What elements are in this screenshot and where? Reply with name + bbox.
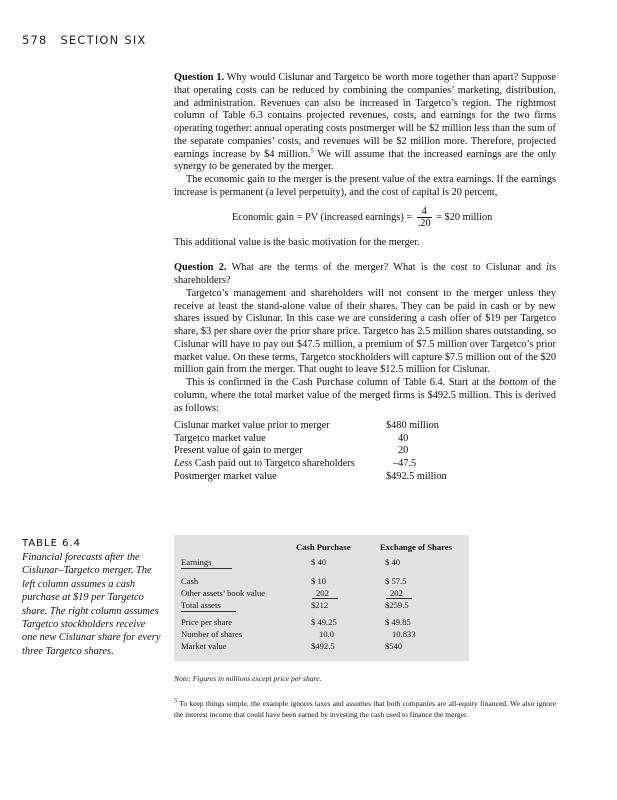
question-2-paragraph: [174, 262, 556, 288]
question-1-label: Question 1.: [174, 72, 225, 83]
total-assets-underline: [181, 611, 236, 612]
derivation-value: $480 million: [386, 420, 439, 432]
subtotal-rule-cash: [312, 598, 338, 599]
col-header-cash-purchase: Cash Purchase: [296, 542, 351, 552]
confirmation-emphasis: bottom: [499, 377, 528, 388]
confirmation-text-b: of the column, where the total market value of the merged firms is $492.5 million. This is derived as follows:: [174, 377, 556, 414]
cell-other-assets-cash: 202: [316, 588, 329, 598]
cell-earnings-exchange: $ 40: [385, 557, 401, 567]
economic-gain-equation: [232, 206, 556, 229]
cell-cash-exchange: $ 57.5: [385, 576, 407, 586]
equation-rhs: = $20 million: [436, 211, 493, 223]
cell-market-value-exchange: $540: [385, 641, 403, 651]
page-header: [22, 33, 147, 47]
derivation-label: Present value of gain to merger: [174, 445, 303, 457]
confirmation-paragraph: [174, 377, 556, 415]
section-title: SECTION SIX: [60, 33, 147, 47]
row-label-number-of-shares: Number of shares: [181, 629, 243, 639]
cell-shares-exchange: 10.833: [392, 629, 416, 639]
cell-price-exchange: $ 49.85: [385, 617, 411, 627]
row-label-earnings: Earnings: [181, 557, 212, 567]
cell-total-assets-cash: $212: [311, 600, 329, 610]
cell-earnings-cash: $ 40: [311, 557, 327, 567]
derivation-label-text: Cash paid out to Targetco shareholders: [194, 458, 355, 470]
question-2-text: What are the terms of the merger? What is the cost to Cislunar and its shareholders?: [174, 262, 557, 286]
derivation-value: –47.5: [393, 458, 417, 470]
derivation-value: $492.5 million: [386, 470, 447, 482]
derivation-list: [174, 420, 556, 483]
question-1-text: Why would Cislunar and Targetco be worth more together than apart? Suppose that operating costs can be reduced by combining the companies’ marketing, distribution, and administration. Revenues can also be increased in Targetco’s region. The rightmost column of Table 6.3 contains projected revenues, costs, and earnings for the two firms operating together: annual operating costs postmerger will be $2 million less than the sum of the separate companies’ costs, and revenues will be $2 million more. Therefore, projected earnings increase by $4 million.: [174, 72, 556, 160]
confirmation-text-a: This is confirmed in the Cash Purchase column of Table 6.4. Start at the: [186, 377, 496, 388]
financial-forecast-table: [174, 535, 469, 661]
footnote: [174, 699, 556, 720]
equation-denominator: .20: [417, 217, 431, 229]
derivation-value: 40: [398, 432, 409, 444]
equation-numerator: 4: [417, 206, 432, 218]
derivation-label: Postmerger market value: [174, 470, 277, 482]
cell-total-assets-exchange: $259.5: [385, 600, 409, 610]
row-label-market-value: Market value: [181, 641, 227, 651]
row-label-total-assets: Total assets: [181, 600, 221, 610]
economic-gain-paragraph: The economic gain to the merger is the present value of the extra earnings. If the earnings increase is permanent (a level perpetuity), and the cost of capital is 20 percent,: [174, 174, 556, 198]
row-label-other-assets: Other assets’ book value: [181, 588, 266, 598]
equation-lhs: Economic gain = PV (increased earnings) =: [232, 211, 413, 223]
question-2-label: Question 2.: [174, 262, 227, 274]
question-1-paragraph: [174, 72, 556, 174]
page-number: 578: [22, 33, 48, 47]
merger-terms-paragraph: Targetco’s management and shareholders will not consent to the merger unless they receive at least the stand-alone value of their shares. They can be paid in cash or by new shares issued by Cislunar. In this case we are considering a cash offer of $19 per Targetco share, $3 per share over the prior share price. Targetco has 2.5 million shares outstanding, so Cislunar will have to pay out $47.5 million, a premium of $7.5 million over Targetco’s prior market value. On these terms, Targetco stockholders will capture $7.5 million out of the $20 million gain from the merger. That ought to leave $12.5 million for Cislunar.: [174, 287, 556, 376]
table-label: TABLE 6.4: [22, 538, 82, 549]
cell-shares-cash: 10.0: [319, 629, 335, 639]
derivation-label: Targetco market value: [174, 432, 266, 444]
table-caption-text: Financial forecasts after the Cislunar–Targetco merger. The left column assumes a cash purchase at $19 per Targetco share. The right column assumes Targetco stockholders receive one new Cislunar share for every three Targetco shares.: [22, 552, 161, 657]
row-label-cash: Cash: [181, 576, 199, 586]
derivation-label: Cislunar market value prior to merger: [174, 420, 330, 432]
table-note: Note: Figures in millions except price per share.: [174, 674, 322, 683]
footnote-text: To keep things simple, the example ignores taxes and assumes that both companies are all-equity financed. We also ignore the interest income that could have been earned by investing the cash used to finance the merger.: [174, 699, 556, 719]
cell-other-assets-exchange: 202: [390, 588, 403, 598]
subtotal-rule-exchange: [386, 598, 412, 599]
footnote-number: 5: [174, 697, 178, 705]
equation-fraction: [417, 206, 432, 229]
derivation-label: [174, 458, 386, 471]
table-caption: [22, 538, 162, 658]
main-text: [174, 72, 556, 483]
question-1-text-cont: We will assume that the increased earnings are the only synergy to be generated by the merger.: [174, 148, 557, 173]
cell-cash-cash: $ 10: [311, 576, 327, 586]
derivation-value: 20: [398, 445, 409, 457]
footnote-marker: 5: [310, 147, 314, 155]
motivation-sentence: This additional value is the basic motivation for the merger.: [174, 236, 420, 248]
cell-market-value-cash: $492.5: [311, 641, 335, 651]
earnings-underline: [181, 568, 232, 569]
col-header-exchange: Exchange of Shares: [380, 542, 452, 552]
row-label-price-per-share: Price per share: [181, 617, 233, 627]
cell-price-cash: $ 49.25: [311, 617, 337, 627]
derivation-less: Less: [174, 458, 193, 470]
